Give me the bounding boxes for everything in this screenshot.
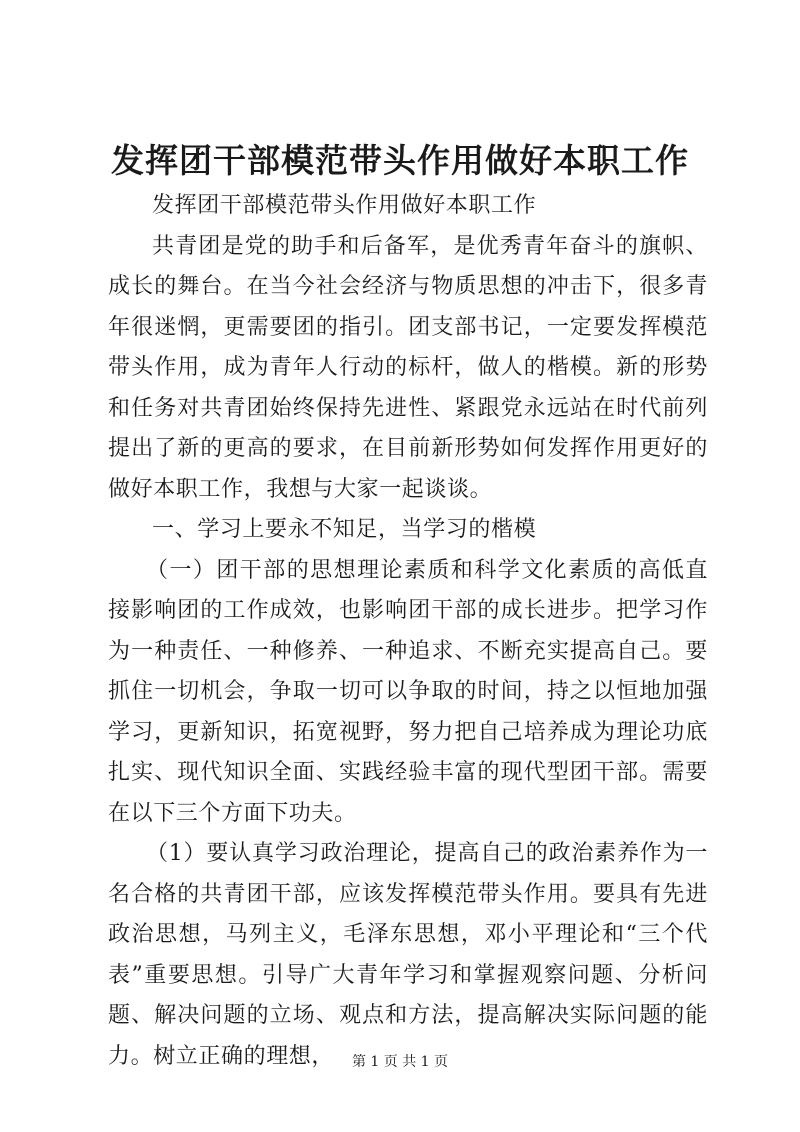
subsection-paragraph: （一）团干部的思想理论素质和科学文化素质的高低直接影响团的工作成效，也影响团干部的成长进步。把学习作为一种责任、一种修养、一种追求、不断充实提高自己。要抓住一切机会，争取一切可以争取的时间，持之以恒地加强学习，更新知识，拓宽视野，努力把自己培养成为理论功底扎实、现代知识全面、实践经验丰富的现代型团干部。需要在以下三个方面下功夫。	[108, 557, 708, 826]
subtitle-paragraph: 发挥团干部模范带头作用做好本职工作	[152, 193, 537, 218]
section-heading: 一、学习上要永不知足，当学习的楷模	[152, 517, 537, 542]
intro-paragraph: 共青团是党的助手和后备军，是优秀青年奋斗的旗帜、成长的舞台。在当今社会经济与物质思想的冲击下，很多青年很迷惘，更需要团的指引。团支部书记，一定要发挥模范带头作用，成为青年人行动的标杆，做人的楷模。新的形势和任务对共青团始终保持先进性、紧跟党永远站在时代前列提出了新的更高的要求，在目前新形势如何发挥作用更好的做好本职工作，我想与大家一起谈谈。	[108, 233, 708, 502]
page-footer: 第 1 页 共 1 页	[351, 1054, 449, 1070]
document-title: 发挥团干部模范带头作用做好本职工作	[111, 141, 689, 180]
document-body	[108, 186, 708, 1077]
point-paragraph: （1）要认真学习政治理论，提高自己的政治素养作为一名合格的共青团干部，应该发挥模范带头作用。要具有先进政治思想，马列主义，毛泽东思想，邓小平理论和“三个代表”重要思想。引导广大青年学习和掌握观察问题、分析问题、解决问题的立场、观点和方法，提高解决实际问题的能力。树立正确的理想，	[108, 841, 708, 1069]
